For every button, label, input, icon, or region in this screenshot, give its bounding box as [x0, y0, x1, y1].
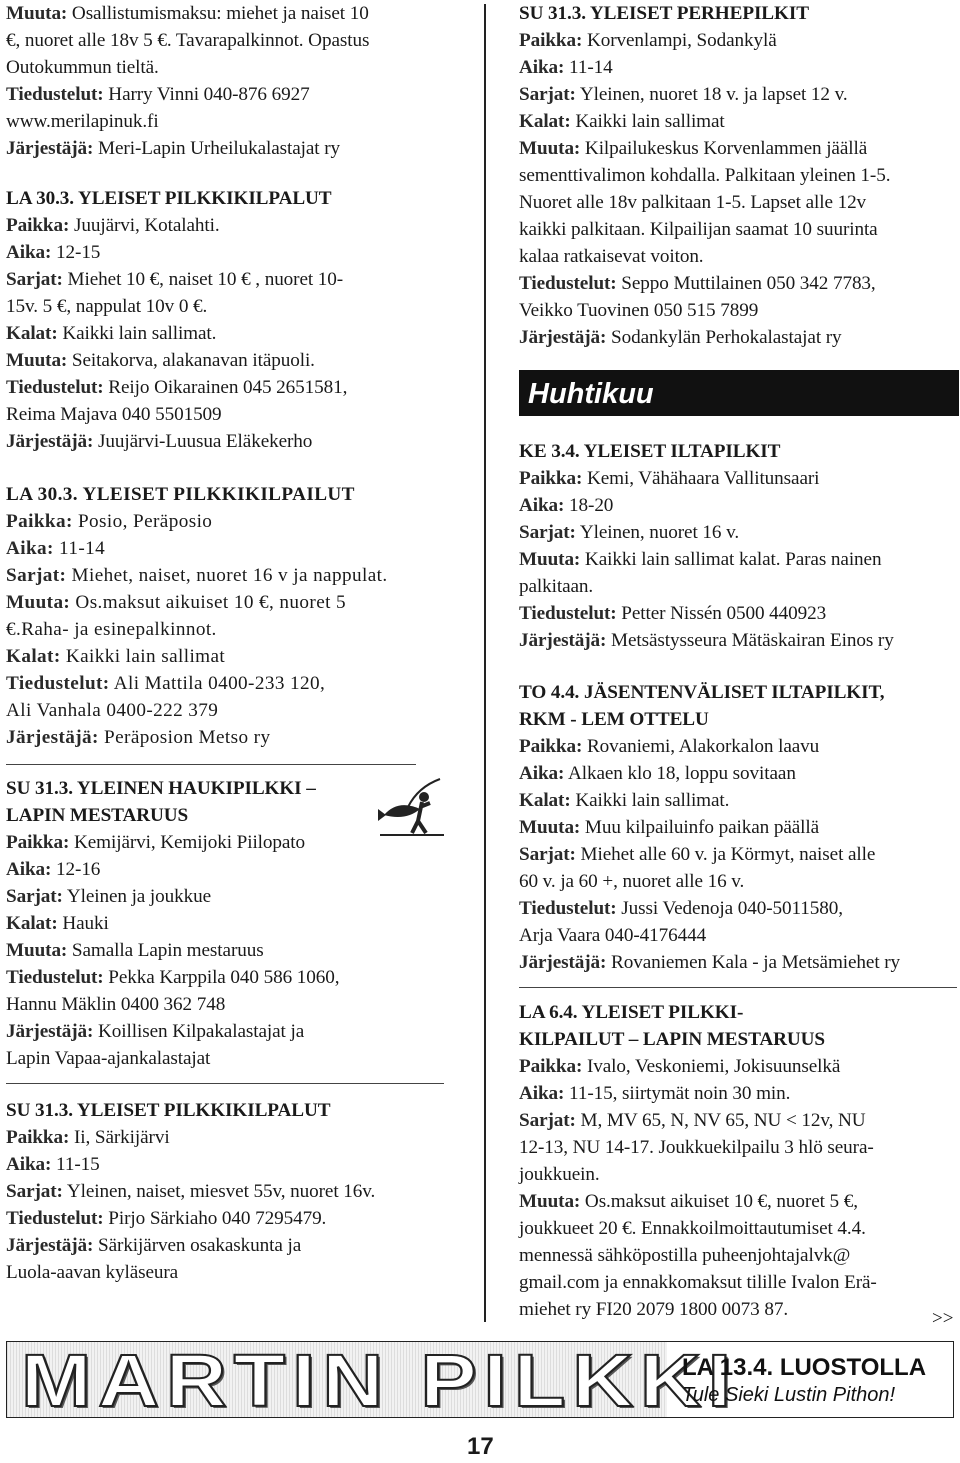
field-label: Sarjat:	[6, 565, 67, 586]
field-value: www.merilapinuk.fi	[6, 111, 159, 132]
field-value: Korvenlampi, Sodankylä	[582, 30, 777, 51]
field-value: Metsästysseura Mätäskairan Einos ry	[606, 630, 894, 651]
entry-line	[519, 1107, 877, 1134]
field-value: Miehet 10 €, naiset 10 € , nuoret 10-	[62, 269, 344, 290]
field-label: Tiedustelut:	[519, 273, 617, 294]
field-label: Paikka:	[6, 511, 73, 532]
entry-line	[6, 1045, 339, 1072]
entry-title: LA 30.3. YLEISET PILKKIKILPAILUT	[6, 484, 355, 505]
field-label: Sarjat:	[519, 844, 576, 865]
field-value: Rovaniemi, Alakorkalon laavu	[582, 736, 820, 757]
field-value: Hannu Mäklin 0400 362 748	[6, 994, 226, 1015]
field-value: miehet ry FI20 2079 1800 0073 87.	[519, 1299, 789, 1320]
field-label: Kalat:	[6, 323, 58, 344]
field-value: Meri-Lapin Urheilukalastajat ry	[93, 138, 341, 159]
entry-line	[6, 428, 347, 455]
field-value: Kaikki lain sallimat	[570, 111, 725, 132]
field-value: Ii, Särkijärvi	[69, 1127, 170, 1148]
entry-line	[519, 492, 894, 519]
entry-title: KILPAILUT – LAPIN MESTARUUS	[519, 1029, 825, 1050]
field-value: 12-13, NU 14-17. Joukkuekilpailu 3 hlö seura-	[519, 1137, 874, 1158]
field-value: Yleinen, naiset, miesvet 55v, nuoret 16v.	[62, 1181, 376, 1202]
field-value: Reijo Oikarainen 045 2651581,	[103, 377, 348, 398]
field-label: Muuta:	[519, 138, 581, 159]
entry-line	[519, 733, 900, 760]
field-label: Kalat:	[6, 646, 61, 667]
field-value: Os.maksut aikuiset 10 €, nuoret 5	[70, 592, 347, 613]
entry-line	[6, 1178, 375, 1205]
divider	[519, 987, 957, 988]
field-value: Luola-aavan kyläseura	[6, 1262, 179, 1283]
entry-line	[519, 1215, 877, 1242]
entry-line	[519, 297, 890, 324]
event-title: LA 13.4. LUOSTOLLA	[682, 1354, 927, 1381]
field-value: 60 v. ja 60 +, nuoret alle 16 v.	[519, 871, 745, 892]
field-label: Järjestäjä:	[6, 431, 94, 452]
field-label: Aika:	[6, 1154, 52, 1175]
entry-line	[6, 1232, 375, 1259]
entry-line	[6, 320, 347, 347]
field-label: Järjestäjä:	[6, 1235, 94, 1256]
field-label: Sarjat:	[519, 84, 576, 105]
field-value: €.Raha- ja esinepalkinnot.	[6, 619, 217, 640]
entry-line	[6, 883, 339, 910]
field-label: Sarjat:	[6, 269, 63, 290]
entry-line	[519, 841, 900, 868]
field-value: 11-15, siirtymät noin 30 min.	[564, 1083, 791, 1104]
entry-line	[6, 937, 339, 964]
entry-title: SU 31.3. YLEISET PERHEPILKIT	[519, 3, 809, 24]
field-value: Ali Mattila 0400-233 120,	[109, 673, 326, 694]
divider	[6, 764, 416, 765]
entry-line	[6, 508, 388, 535]
entry-line	[6, 239, 347, 266]
entry-line	[6, 27, 369, 54]
entry-line	[6, 697, 388, 724]
field-label: Tiedustelut:	[6, 1208, 104, 1229]
entry-line	[519, 627, 894, 654]
field-label: Järjestäjä:	[6, 727, 99, 748]
entry-line	[6, 401, 347, 428]
entry-line	[519, 27, 890, 54]
entry-line	[6, 829, 339, 856]
field-label: Tiedustelut:	[519, 898, 617, 919]
entry-line	[519, 895, 900, 922]
entry-line	[6, 1259, 375, 1286]
field-value: Pekka Karppila 040 586 1060,	[103, 967, 340, 988]
field-label: Muuta:	[519, 1191, 581, 1212]
field-value: Kaikki lain sallimat kalat. Paras nainen	[580, 549, 882, 570]
entry-line	[519, 922, 900, 949]
entry-line	[6, 135, 369, 162]
field-value: Rovaniemen Kala - ja Metsämiehet ry	[606, 952, 901, 973]
ice-fishing-logo-icon	[378, 775, 446, 839]
event-slogan: Tule Sieki Lustin Pithon!	[682, 1384, 896, 1406]
entry-line	[519, 1242, 877, 1269]
entry-title: LA 6.4. YLEISET PILKKI-	[519, 1002, 744, 1023]
entry-line	[6, 347, 347, 374]
entry	[6, 775, 339, 1072]
entry-line	[6, 964, 339, 991]
entry-title: TO 4.4. JÄSENTENVÄLISET ILTAPILKIT,	[519, 682, 885, 703]
entry-line	[6, 670, 388, 697]
entry-line	[519, 600, 894, 627]
field-label: Sarjat:	[6, 886, 63, 907]
month-heading: Huhtikuu	[519, 370, 959, 416]
field-value: Hauki	[57, 913, 109, 934]
column-divider	[484, 4, 486, 1322]
field-value: 12-15	[51, 242, 101, 263]
field-label: Muuta:	[6, 940, 68, 961]
field-value: Miehet alle 60 v. ja Körmyt, naiset alle	[575, 844, 876, 865]
entry-title: KE 3.4. YLEISET ILTAPILKIT	[519, 441, 781, 462]
entry-line	[6, 724, 388, 751]
field-label: Järjestäjä:	[519, 630, 607, 651]
field-value: Osallistumismaksu: miehet ja naiset 10	[67, 3, 369, 24]
field-value: Ivalo, Veskoniemi, Jokisuunselkä	[582, 1056, 841, 1077]
field-label: Paikka:	[519, 736, 583, 757]
entry-line	[6, 991, 339, 1018]
entry-line	[6, 562, 388, 589]
entry-line	[519, 573, 894, 600]
entry-line	[519, 1296, 877, 1323]
entry-line	[6, 266, 347, 293]
field-value: Pirjo Särkiaho 040 7295479.	[103, 1208, 327, 1229]
entry-line	[6, 81, 369, 108]
field-value: Seppo Muttilainen 050 342 7783,	[616, 273, 876, 294]
entry	[519, 999, 877, 1323]
entry-line	[6, 108, 369, 135]
entry-line	[519, 760, 900, 787]
field-label: Paikka:	[6, 215, 70, 236]
field-label: Kalat:	[519, 790, 571, 811]
field-value: Muu kilpailuinfo paikan päällä	[580, 817, 820, 838]
field-value: Kaikki lain sallimat	[60, 646, 226, 667]
field-value: Sodankylän Perhokalastajat ry	[606, 327, 842, 348]
entry-line	[6, 616, 388, 643]
field-value: kalaa ratkaisevat voiton.	[519, 246, 704, 267]
field-label: Muuta:	[6, 3, 68, 24]
entry-line	[519, 868, 900, 895]
field-value: mennessä sähköpostilla puheenjohtajalvk@	[519, 1245, 851, 1266]
field-value: Outokummun tieltä.	[6, 57, 159, 78]
entry-line	[6, 535, 388, 562]
field-value: Miehet, naiset, nuoret 16 v ja nappulat.	[66, 565, 388, 586]
entry-line	[6, 212, 347, 239]
entry-line	[6, 293, 347, 320]
entry-line	[519, 814, 900, 841]
entry-line	[519, 1053, 877, 1080]
field-label: Aika:	[519, 57, 565, 78]
entry-line	[6, 910, 339, 937]
field-label: Aika:	[519, 763, 565, 784]
field-value: Yleinen ja joukkue	[62, 886, 212, 907]
field-label: Järjestäjä:	[519, 327, 607, 348]
field-value: Juujärvi-Luusua Eläkekerho	[93, 431, 313, 452]
field-label: Muuta:	[519, 817, 581, 838]
entry-line	[6, 1018, 339, 1045]
field-value: Kilpailukeskus Korvenlammen jäällä	[580, 138, 868, 159]
field-label: Paikka:	[6, 832, 70, 853]
entry-line	[6, 54, 369, 81]
field-value: Os.maksut aikuiset 10 €, nuoret 5 €,	[580, 1191, 858, 1212]
field-value: 11-14	[53, 538, 106, 559]
entry	[6, 481, 388, 751]
field-label: Aika:	[519, 495, 565, 516]
entry-line	[519, 519, 894, 546]
entry-line	[6, 643, 388, 670]
field-value: M, MV 65, N, NV 65, NU < 12v, NU	[575, 1110, 866, 1131]
field-value: 12-16	[51, 859, 101, 880]
field-value: Juujärvi, Kotalahti.	[69, 215, 220, 236]
entry-line	[519, 81, 890, 108]
continued-marker: >>	[932, 1308, 954, 1329]
field-label: Paikka:	[6, 1127, 70, 1148]
entry-line	[519, 1080, 877, 1107]
entry-line	[6, 374, 347, 401]
field-value: 15v. 5 €, nappulat 10v 0 €.	[6, 296, 208, 317]
field-value: Veikko Tuovinen 050 515 7899	[519, 300, 759, 321]
field-label: Tiedustelut:	[6, 673, 110, 694]
field-label: Sarjat:	[519, 1110, 576, 1131]
field-value: Yleinen, nuoret 16 v.	[575, 522, 740, 543]
field-value: 11-14	[564, 57, 613, 78]
entry-line	[6, 1205, 375, 1232]
field-label: Tiedustelut:	[6, 84, 104, 105]
field-label: Tiedustelut:	[6, 967, 104, 988]
entry	[6, 1097, 375, 1286]
entry-line	[6, 856, 339, 883]
field-label: Kalat:	[6, 913, 58, 934]
entry-title: LA 30.3. YLEISET PILKKIKILPALUT	[6, 188, 332, 209]
field-value: Alkaen klo 18, loppu sovitaan	[564, 763, 796, 784]
field-label: Aika:	[6, 859, 52, 880]
field-label: Järjestäjä:	[6, 1021, 94, 1042]
entry-line	[519, 243, 890, 270]
field-value: gmail.com ja ennakkomaksut tilille Ivalon Erä-	[519, 1272, 877, 1293]
field-label: Järjestäjä:	[519, 952, 607, 973]
field-value: Yleinen, nuoret 18 v. ja lapset 12 v.	[575, 84, 848, 105]
page-number: 17	[467, 1433, 494, 1460]
field-value: Harry Vinni 040-876 6927	[103, 84, 310, 105]
entry-line	[519, 108, 890, 135]
entry	[519, 679, 900, 976]
field-value: Seitakorva, alakanavan itäpuoli.	[67, 350, 315, 371]
entry-title: LAPIN MESTARUUS	[6, 805, 189, 826]
field-label: Järjestäjä:	[6, 138, 94, 159]
entry-title: RKM - LEM OTTELU	[519, 709, 709, 730]
field-value: sementtivalimon kohdalla. Palkitaan yleinen 1-5.	[519, 165, 891, 186]
entry	[519, 0, 890, 351]
field-label: Sarjat:	[6, 1181, 63, 1202]
entry-line	[6, 589, 388, 616]
entry-line	[519, 135, 890, 162]
field-value: joukkuein.	[519, 1164, 600, 1185]
field-value: 18-20	[564, 495, 614, 516]
field-value: Jussi Vedenoja 040-5011580,	[616, 898, 843, 919]
entry-line	[519, 1269, 877, 1296]
entry-line	[519, 1161, 877, 1188]
brand-logo: MARTIN PILKKI	[21, 1339, 738, 1422]
field-value: Petter Nissén 0500 440923	[616, 603, 827, 624]
field-value: kaikki palkitaan. Kilpailijan saamat 10 suurinta	[519, 219, 878, 240]
entry-line	[519, 949, 900, 976]
field-label: Aika:	[519, 1083, 565, 1104]
banner-logo-area	[7, 1339, 738, 1422]
martin-pilkki-advert	[6, 1339, 954, 1422]
entry-line	[6, 0, 369, 27]
field-value: €, nuoret alle 18v 5 €. Tavarapalkinnot. Opastus	[6, 30, 370, 51]
field-label: Muuta:	[6, 592, 71, 613]
divider	[6, 1083, 444, 1084]
field-value: Arja Vaara 040-4176444	[519, 925, 707, 946]
field-value: 11-15	[51, 1154, 100, 1175]
entry-line	[519, 1134, 877, 1161]
entry-title: SU 31.3. YLEISET PILKKIKILPALUT	[6, 1100, 331, 1121]
field-value: Kemi, Vähähaara Vallitunsaari	[582, 468, 820, 489]
field-value: Koillisen Kilpakalastajat ja	[93, 1021, 305, 1042]
field-value: Peräposion Metso ry	[98, 727, 271, 748]
entry-title: SU 31.3. YLEINEN HAUKIPILKKI –	[6, 778, 316, 799]
field-label: Sarjat:	[519, 522, 576, 543]
field-value: Samalla Lapin mestaruus	[67, 940, 264, 961]
field-label: Paikka:	[519, 1056, 583, 1077]
field-label: Paikka:	[519, 30, 583, 51]
field-value: Ali Vanhala 0400-222 379	[6, 700, 219, 721]
field-label: Muuta:	[519, 549, 581, 570]
field-label: Tiedustelut:	[519, 603, 617, 624]
field-label: Paikka:	[519, 468, 583, 489]
entry-line	[519, 1188, 877, 1215]
entry-line	[519, 270, 890, 297]
field-value: Posio, Peräposio	[72, 511, 213, 532]
field-label: Muuta:	[6, 350, 68, 371]
field-value: joukkueet 20 €. Ennakkoilmoittautumiset 4.4.	[519, 1218, 866, 1239]
field-label: Aika:	[6, 242, 52, 263]
entry-line	[519, 216, 890, 243]
entry	[6, 185, 347, 455]
entry-line	[6, 1124, 375, 1151]
entry-line	[6, 1151, 375, 1178]
entry-line	[519, 189, 890, 216]
entry	[6, 0, 369, 162]
field-value: Särkijärven osakaskunta ja	[93, 1235, 302, 1256]
field-value: Reima Majava 040 5501509	[6, 404, 222, 425]
entry-line	[519, 324, 890, 351]
field-value: Kaikki lain sallimat.	[57, 323, 217, 344]
entry-line	[519, 546, 894, 573]
field-value: Nuoret alle 18v palkitaan 1-5. Lapset alle 12v	[519, 192, 867, 213]
field-value: Kaikki lain sallimat.	[570, 790, 730, 811]
field-label: Aika:	[6, 538, 54, 559]
entry-line	[519, 465, 894, 492]
entry	[519, 438, 894, 654]
field-label: Kalat:	[519, 111, 571, 132]
entry-line	[519, 787, 900, 814]
entry-line	[519, 54, 890, 81]
entry-line	[519, 162, 890, 189]
field-value: Kemijärvi, Kemijoki Piilopato	[69, 832, 306, 853]
field-label: Tiedustelut:	[6, 377, 104, 398]
field-value: palkitaan.	[519, 576, 594, 597]
field-value: Lapin Vapaa-ajankalastajat	[6, 1048, 211, 1069]
